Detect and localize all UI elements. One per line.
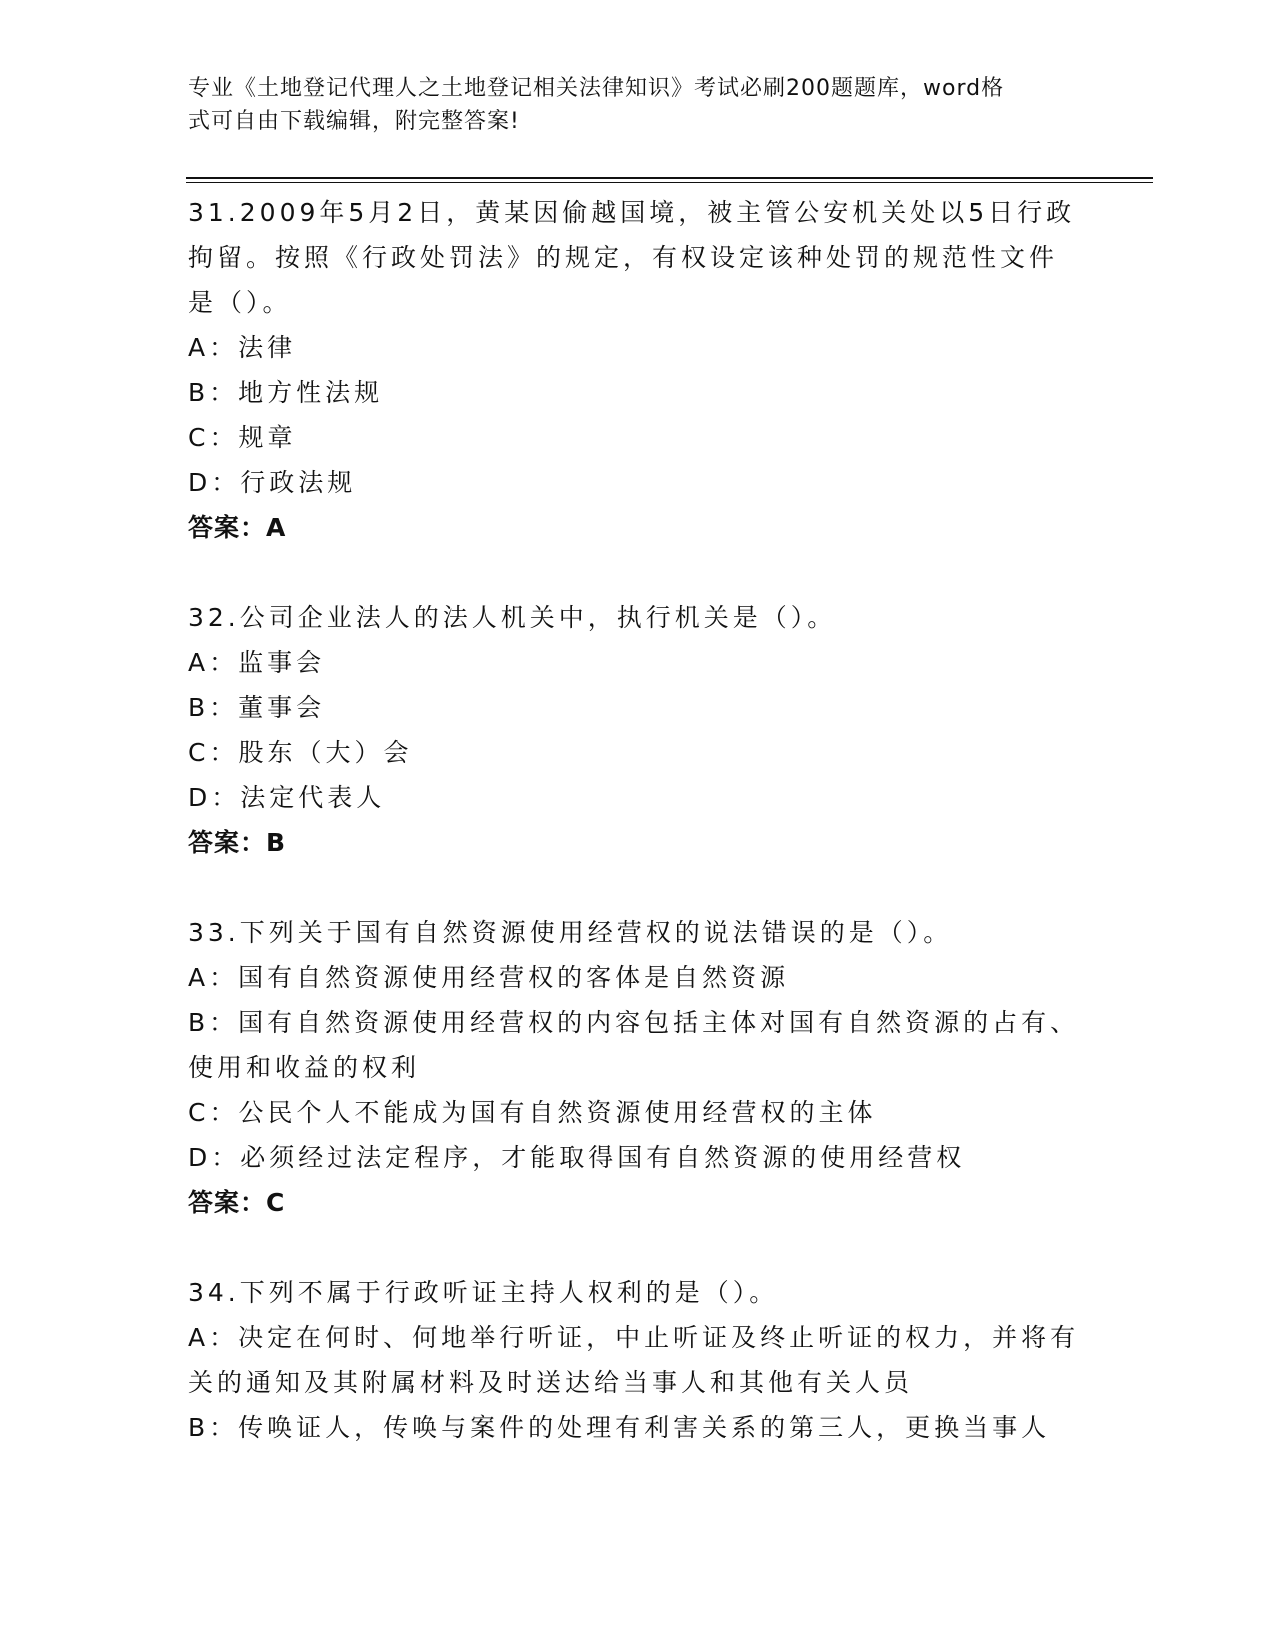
question-stem-line: 34.下列不属于行政听证主持人权利的是（）。 — [188, 1278, 779, 1307]
header-divider-thin — [186, 182, 1153, 183]
option-line: A：法律 — [188, 333, 297, 362]
option-line: A：监事会 — [188, 648, 326, 677]
answer-line: 答案：A — [188, 513, 287, 542]
question-list — [188, 190, 1088, 1495]
option-line: C：规章 — [188, 423, 297, 452]
header-divider-thick — [186, 177, 1153, 179]
option-line: D：行政法规 — [188, 468, 357, 497]
option-line: 使用和收益的权利 — [188, 1053, 421, 1082]
option-line: B：地方性法规 — [188, 378, 384, 407]
option-line: 关的通知及其附属材料及时送达给当事人和其他有关人员 — [188, 1368, 914, 1397]
option-line: A：决定在何时、何地举行听证，中止听证及终止听证的权力，并将有 — [188, 1323, 1080, 1352]
question-stem-line: 33.下列关于国有自然资源使用经营权的说法错误的是（）。 — [188, 918, 953, 947]
option-line: C：股东（大）会 — [188, 738, 413, 767]
question-stem-line: 拘留。按照《行政处罚法》的规定，有权设定该种处罚的规范性文件 — [188, 243, 1059, 272]
answer-line: 答案：B — [188, 828, 287, 857]
question-block — [188, 595, 1088, 865]
header-line-1: 专业《土地登记代理人之土地登记相关法律知识》考试必刷200题题库，word格 — [188, 76, 1005, 101]
question-block — [188, 1270, 1088, 1450]
option-line: D：必须经过法定程序，才能取得国有自然资源的使用经营权 — [188, 1143, 966, 1172]
answer-line: 答案：C — [188, 1188, 286, 1217]
option-line: C：公民个人不能成为国有自然资源使用经营权的主体 — [188, 1098, 877, 1127]
option-line: A：国有自然资源使用经营权的客体是自然资源 — [188, 963, 790, 992]
document-header — [188, 72, 1078, 138]
header-line-2: 式可自由下载编辑，附完整答案! — [188, 109, 520, 134]
question-stem-line: 32.公司企业法人的法人机关中，执行机关是（）。 — [188, 603, 837, 632]
option-line: B：传唤证人，传唤与案件的处理有利害关系的第三人，更换当事人 — [188, 1413, 1051, 1442]
question-stem-line: 是（）。 — [188, 288, 292, 317]
question-block — [188, 190, 1088, 550]
option-line: B：国有自然资源使用经营权的内容包括主体对国有自然资源的占有、 — [188, 1008, 1080, 1037]
question-stem-line: 31.2009年5月2日，黄某因偷越国境，被主管公安机关处以5日行政 — [188, 198, 1076, 227]
question-block — [188, 910, 1088, 1225]
option-line: D：法定代表人 — [188, 783, 386, 812]
option-line: B：董事会 — [188, 693, 326, 722]
